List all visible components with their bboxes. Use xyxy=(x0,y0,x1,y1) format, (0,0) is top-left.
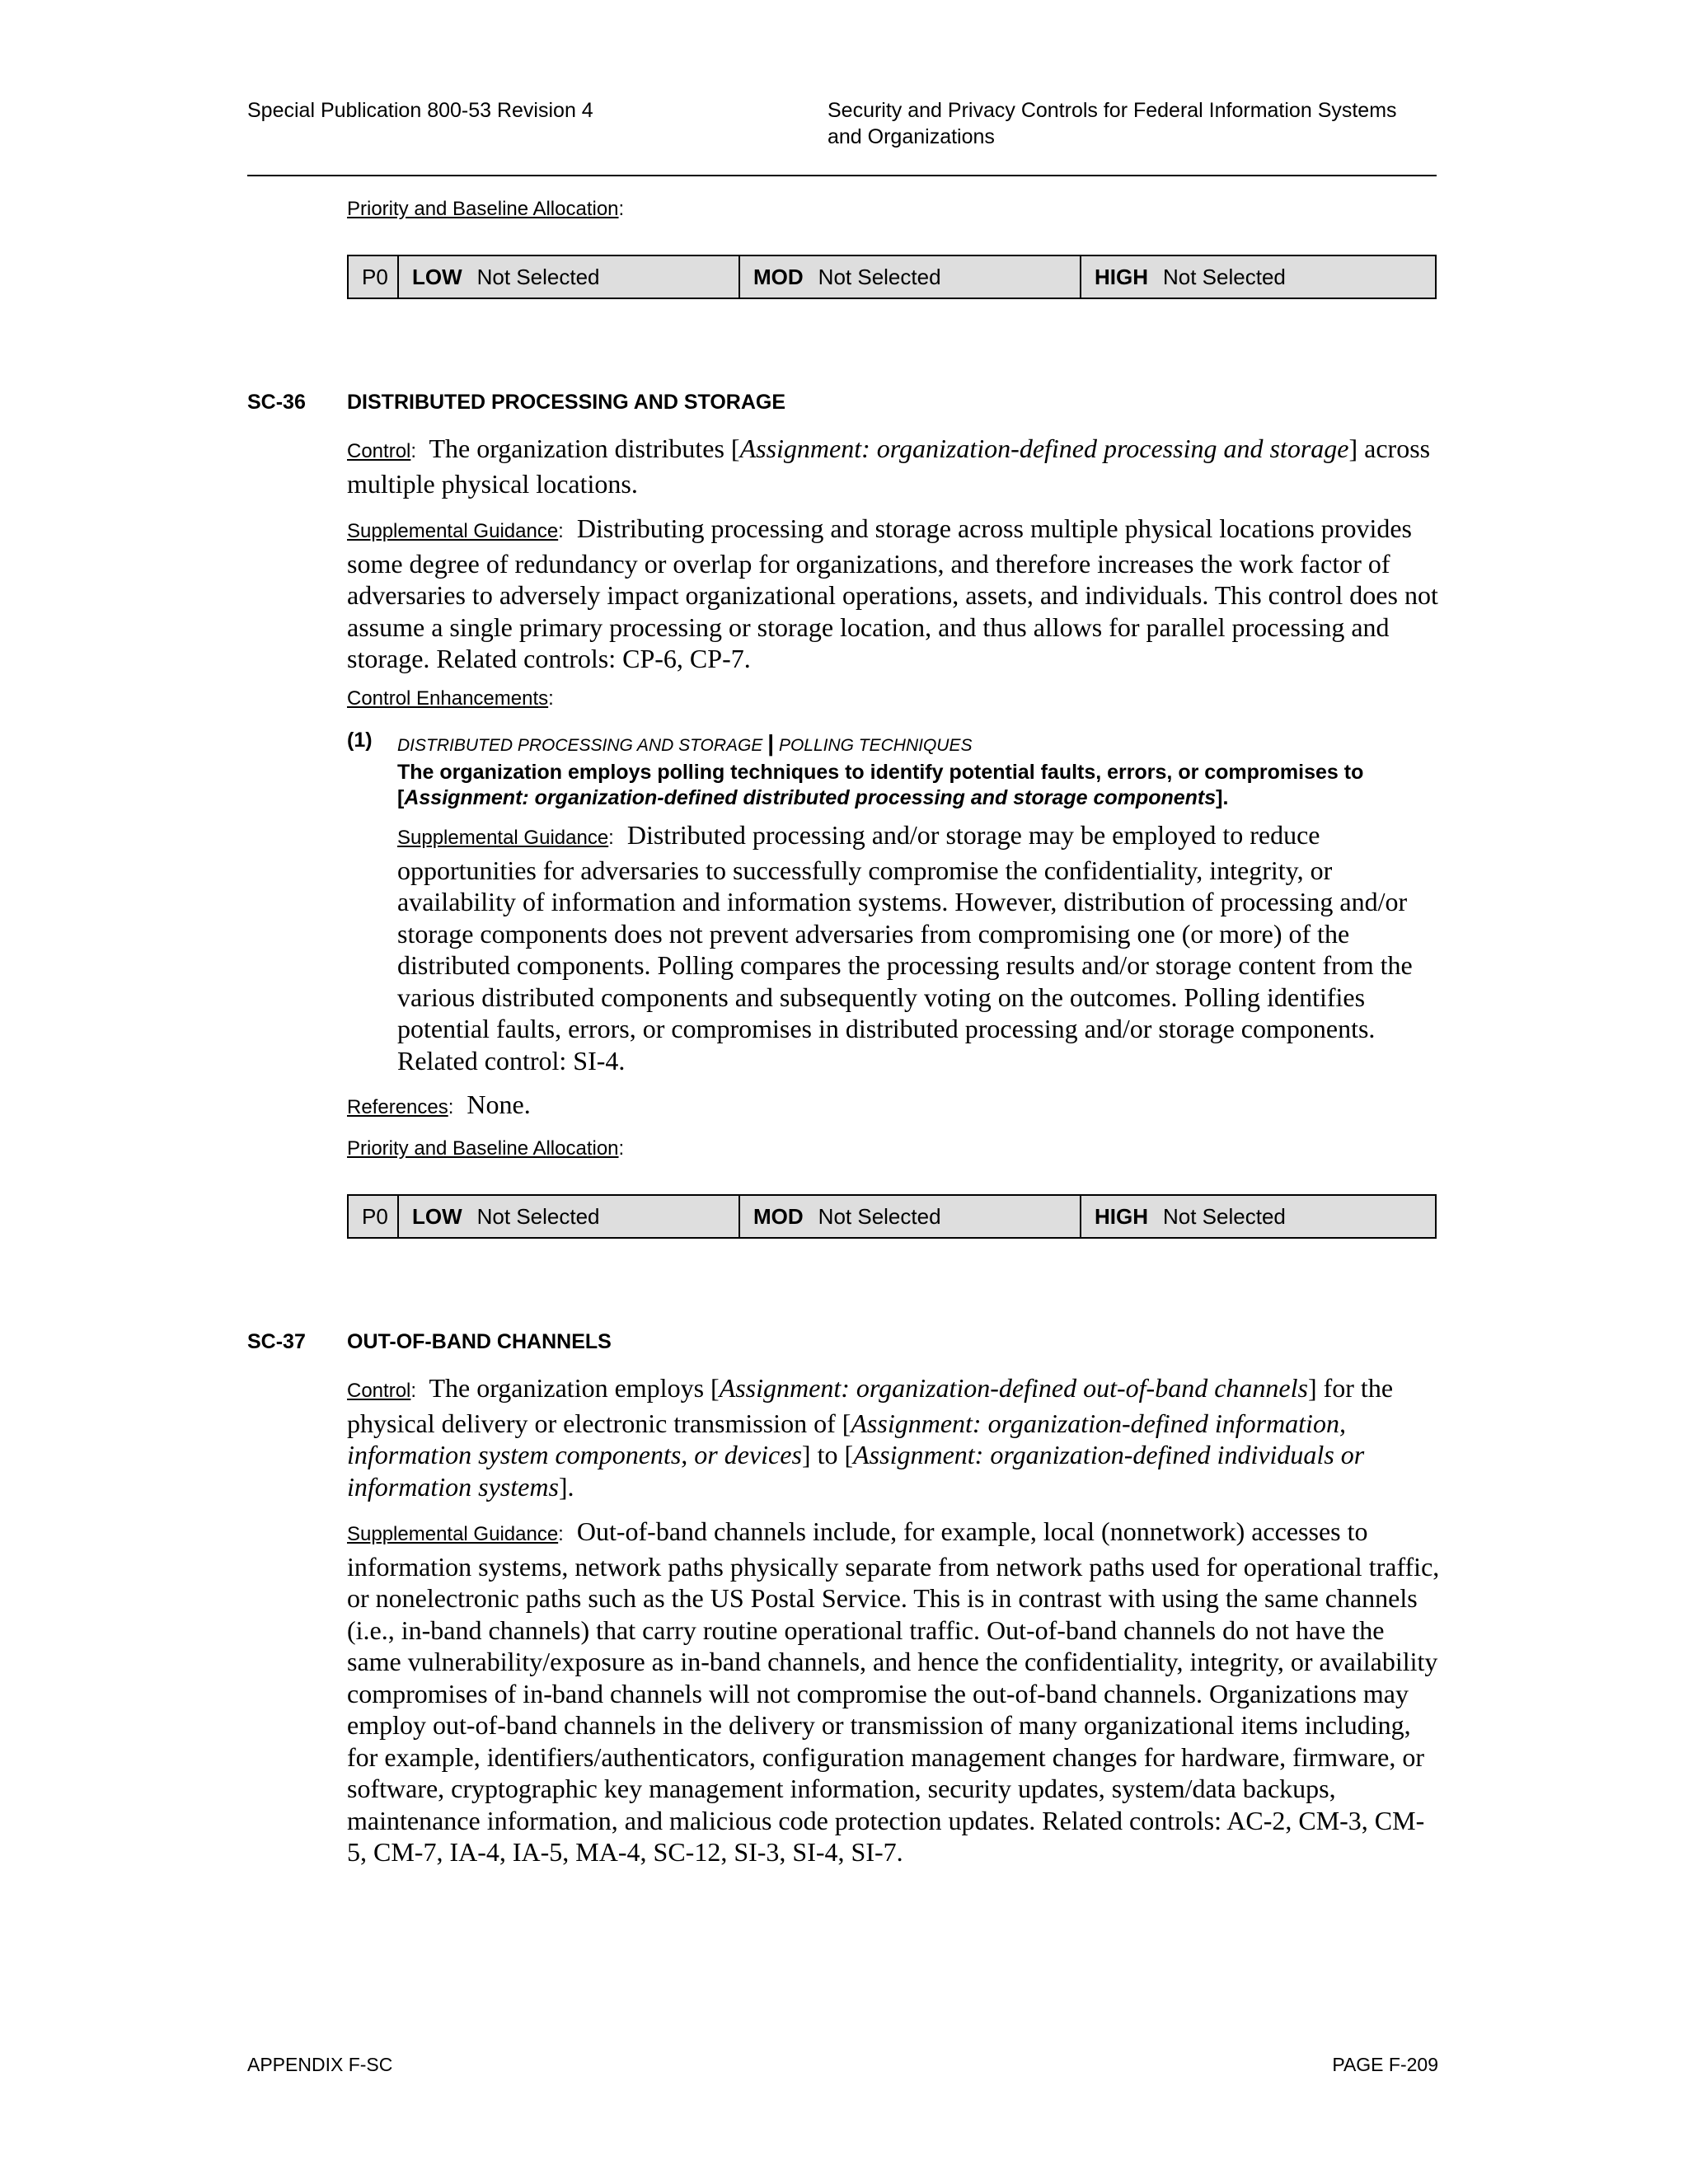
header-document-title-line2: and Organizations xyxy=(828,125,995,148)
enhancement-number: (1) xyxy=(347,729,373,752)
header-publication-title: Special Publication 800-53 Revision 4 xyxy=(247,99,593,122)
enhancement-title: DISTRIBUTED PROCESSING AND STORAGE | POLLING TECHNIQUES xyxy=(397,730,973,756)
control-title-sc36: DISTRIBUTED PROCESSING AND STORAGE xyxy=(347,391,785,414)
sc37-control-statement: Control: The organization employs [Assignment: organization-defined out-of-band channels] for the physical delivery or electronic transmission of [Assignment: organization-defined information, information system components, or devices] to [Assignment: organization-defined individuals or information systems]. xyxy=(347,1373,1394,1502)
pba-table-top xyxy=(347,255,1437,299)
pba-table-sc36 xyxy=(347,1194,1437,1239)
high-cell: HIGH Not Selected xyxy=(1081,255,1436,298)
header-document-title xyxy=(828,97,1437,150)
pba-label-sc36: Priority and Baseline Allocation: xyxy=(347,1137,625,1160)
priority-cell: P0 xyxy=(348,1195,398,1238)
page-header xyxy=(247,97,1434,176)
mod-cell: MOD Not Selected xyxy=(739,255,1081,298)
control-title-sc37: OUT-OF-BAND CHANNELS xyxy=(347,1330,612,1353)
low-cell: LOW Not Selected xyxy=(398,255,739,298)
enhancement-supplemental-guidance: Supplemental Guidance: Distributed processing and/or storage may be employed to reduce opportunities for adversaries to successfully compromise the confidentiality, integrity, or availability of information and information systems. However, distribution of processing and/or storage components does not prevent adversaries from compromising one (or more) of the distributed components. Polling compares the processing results and/or storage content from the various distributed components and subsequently voting on the outcomes. Polling identifies potential faults, errors, or compromises in distributed processing and/or storage components. Related control: SI-4. xyxy=(397,820,1413,1076)
pba-row xyxy=(348,255,1436,298)
control-id-sc37: SC-37 xyxy=(247,1330,306,1353)
mod-cell: MOD Not Selected xyxy=(739,1195,1081,1238)
sc36-references: References: None. xyxy=(347,1090,531,1119)
low-cell: LOW Not Selected xyxy=(398,1195,739,1238)
enhancement-statement: The organization employs polling techniques to identify potential faults, errors, or compromises to [Assignment: organization-defined distributed processing and storage components]. xyxy=(397,761,1364,809)
high-cell: HIGH Not Selected xyxy=(1081,1195,1436,1238)
footer-page-number: PAGE F-209 xyxy=(1332,2054,1438,2075)
pba-row xyxy=(348,1195,1436,1238)
sc36-control-statement: Control: The organization distributes [Assignment: organization-defined processing and storage] across multiple physical locations. xyxy=(347,434,1431,499)
sc36-supplemental-guidance: Supplemental Guidance: Distributing processing and storage across multiple physical locations provides some degree of redundancy or overlap for organizations, and therefore increases the work factor of adversaries to adversely impact organizational operations, assets, and individuals. This control does not assume a single primary processing or storage location, and thus allows for parallel processing and storage. Related controls: CP-6, CP-7. xyxy=(347,513,1438,673)
header-document-title-line1: Security and Privacy Controls for Federal Information Systems xyxy=(828,99,1397,122)
control-enhancements-label: Control Enhancements: xyxy=(347,687,554,710)
header-divider xyxy=(247,175,1437,176)
control-id-sc36: SC-36 xyxy=(247,391,306,414)
priority-cell: P0 xyxy=(348,255,398,298)
sc37-supplemental-guidance: Supplemental Guidance: Out-of-band channels include, for example, local (nonnetwork) accesses to information systems, network paths physically separate from network paths used for operational traffic, or nonelectronic paths such as the US Postal Service. This is in contrast with using the same channels (i.e., in-band channels) that carry routine operational traffic. Out-of-band channels do not have the same vulnerability/exposure as in-band channels, and hence the confidentiality, integrity, or availability compromises of in-band channels will not compromise the out-of-band channels. Organizations may employ out-of-band channels in the delivery or transmission of many organizational items including, for example, identifiers/authenticators, configuration management changes for hardware, firmware, or software, cryptographic key management information, security updates, system/data backups, maintenance information, and malicious code protection updates. Related controls: AC-2, CM-3, CM-5, CM-7, IA-4, IA-5, MA-4, SC-12, SI-3, SI-4, SI-7. xyxy=(347,1516,1440,1867)
footer-appendix: APPENDIX F-SC xyxy=(247,2054,393,2075)
pba-label-top: Priority and Baseline Allocation: xyxy=(347,198,625,220)
